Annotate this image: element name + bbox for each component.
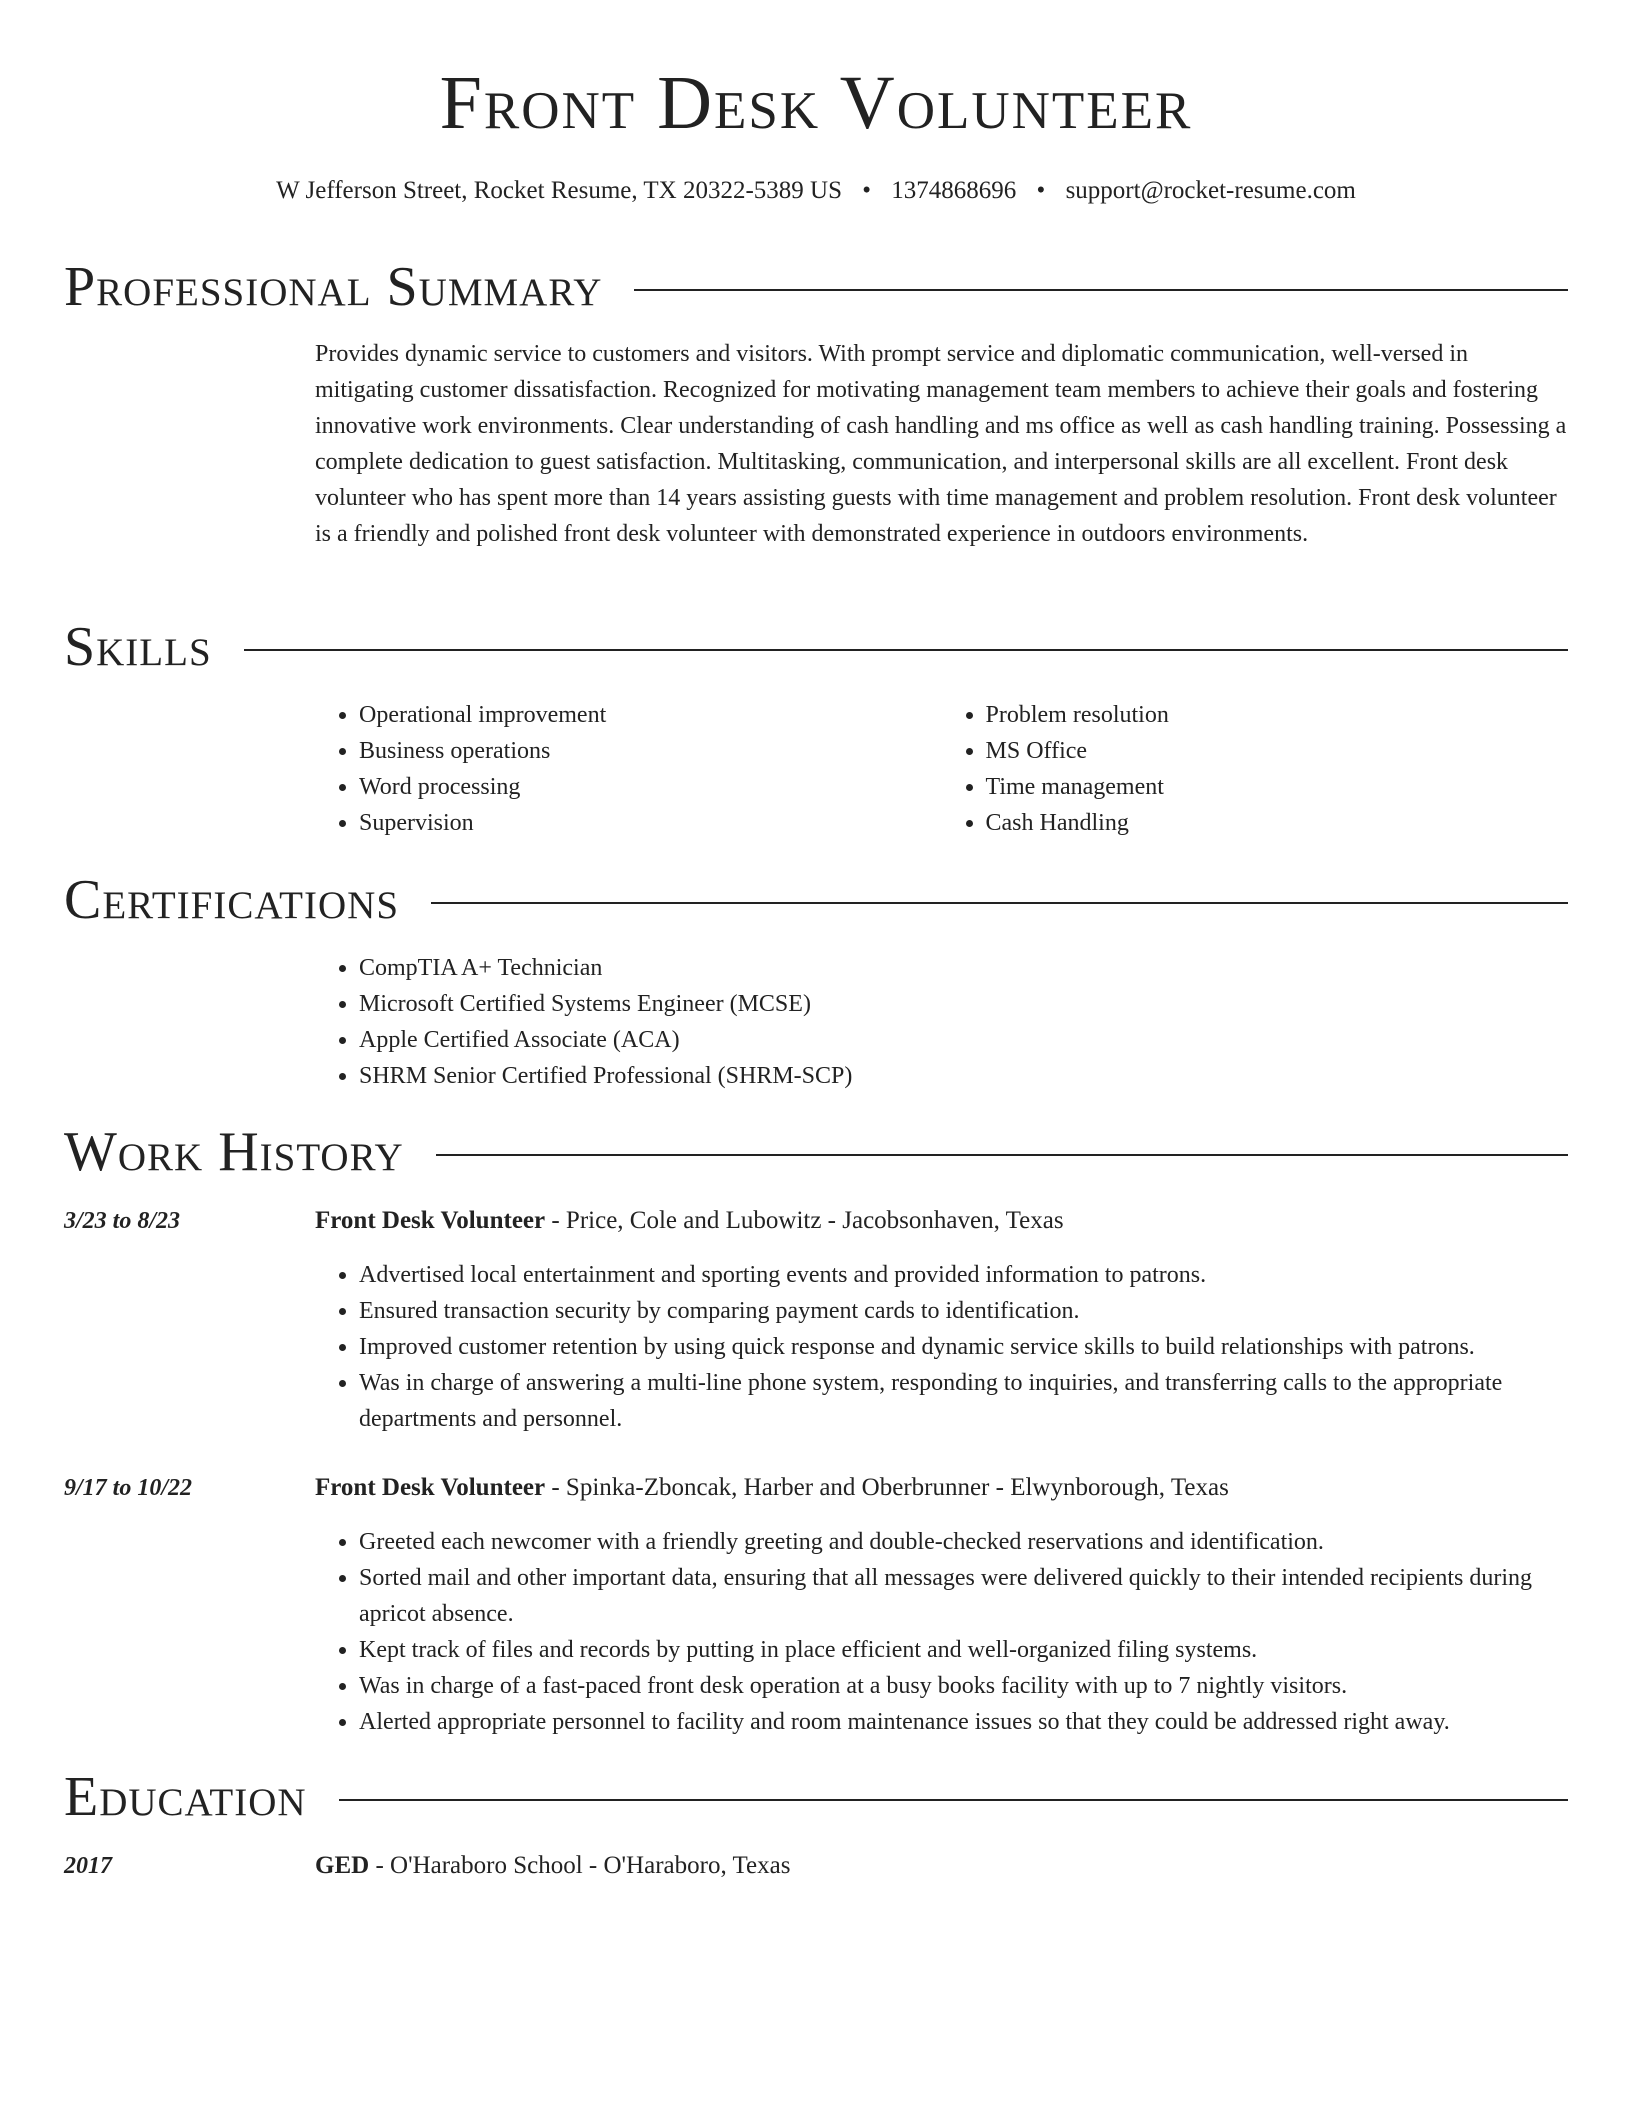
job-entry [315,1203,1568,1437]
skills-section-heading [64,615,1568,679]
certifications-section [315,950,1568,1094]
certification-item: • SHRM Senior Certified Professional (SHRM-SCP) [359,1058,1568,1094]
certifications-list [315,950,1568,1094]
section-title: Professional Summary [64,256,603,318]
summary-text: Provides dynamic service to customers and visitors. With prompt service and diplomatic communication, well-versed in mitigating customer dissatisfaction. Recognized for motivating management team members to achieve their goals and fostering innovative work environments. Clear understanding of cash handling and ms office as well as cash handling training. Possessing a complete dedication to guest satisfaction. Multitasking, communication, and interpersonal skills are all excellent. Front desk volunteer who has spent more than 14 years assisting guests with time management and problem resolution. Front desk volunteer is a friendly and polished front desk volunteer with demonstrated experience in outdoors environments. [315,341,1567,547]
education-degree: GED [315,1852,370,1879]
section-divider [244,649,1568,651]
job-employer: - Price, Cole and Lubowitz - Jacobsonhaven, Texas [545,1207,1064,1234]
summary-section [315,336,1568,552]
contact-email: support@rocket-resume.com [1065,177,1356,204]
job-duties-list [315,1257,1568,1437]
job-duty: • Was in charge of answering a multi-line phone system, responding to inquiries, and transferring calls to the appropriate departments and personnel. [359,1365,1568,1437]
job-duty: • Kept track of files and records by putting in place efficient and well-organized filing systems. [359,1632,1568,1668]
skill-item: • Time management [986,769,1569,805]
job-duty: • Ensured transaction security by comparing payment cards to identification. [359,1293,1568,1329]
education-year: 2017 [64,1853,112,1879]
skill-item: • Supervision [359,805,942,841]
certification-item: • Microsoft Certified Systems Engineer (MCSE) [359,986,1568,1022]
section-title: Work History [64,1121,404,1183]
skill-item: • Operational improvement [359,697,942,733]
section-divider [634,289,1568,291]
job-duty: • Advertised local entertainment and sporting events and provided information to patrons. [359,1257,1568,1293]
education-school: - O'Haraboro School - O'Haraboro, Texas [369,1852,791,1879]
job-dates: 9/17 to 10/22 [64,1475,193,1501]
skill-item: • Problem resolution [986,697,1569,733]
section-title: Education [64,1766,307,1828]
certification-item: • CompTIA A+ Technician [359,950,1568,986]
contact-separator: • [862,177,872,204]
summary-section-heading [64,255,1568,319]
job-duties-list [315,1524,1568,1740]
job-duty: • Was in charge of a fast-paced front desk operation at a busy books facility with up to 7 nightly visitors. [359,1668,1568,1704]
certifications-section-heading [64,868,1568,932]
section-title: Certifications [64,869,400,931]
job-heading [315,1203,1568,1239]
candidate-name: Front Desk Volunteer [439,61,1193,145]
job-duty: • Greeted each newcomer with a friendly greeting and double-checked reservations and identification. [359,1524,1568,1560]
contact-separator: • [1036,177,1046,204]
job-title: Front Desk Volunteer [315,1474,546,1501]
skills-list-left [315,697,942,841]
job-employer: - Spinka-Zboncak, Harber and Oberbrunner - Elwynborough, Texas [545,1474,1229,1501]
contact-line [0,174,1632,208]
job-duty: • Improved customer retention by using quick response and dynamic service skills to build relationships with patrons. [359,1329,1568,1365]
skills-grid [315,697,1568,841]
skill-item: • Cash Handling [986,805,1569,841]
job-duty: • Sorted mail and other important data, ensuring that all messages were delivered quickly to their intended recipients during apricot absence. [359,1560,1568,1632]
job-duty: • Alerted appropriate personnel to facility and room maintenance issues so that they could be addressed right away. [359,1704,1568,1740]
job-heading [315,1470,1568,1506]
job-entry [315,1470,1568,1740]
certification-item: • Apple Certified Associate (ACA) [359,1022,1568,1058]
skills-list-right [942,697,1569,841]
contact-address: W Jefferson Street, Rocket Resume, TX 20322-5389 US [276,177,843,204]
education-section-heading [64,1765,1568,1829]
skill-item: • Business operations [359,733,942,769]
contact-phone: 1374868696 [891,177,1017,204]
skills-section [315,697,1568,841]
work-section-heading [64,1120,1568,1184]
section-divider [431,902,1568,904]
section-title: Skills [64,616,212,678]
education-entry [315,1848,1568,1884]
section-divider [339,1799,1568,1801]
section-divider [436,1154,1568,1156]
skill-item: • MS Office [986,733,1569,769]
skill-item: • Word processing [359,769,942,805]
job-dates: 3/23 to 8/23 [64,1208,181,1234]
job-title: Front Desk Volunteer [315,1207,546,1234]
education-heading [315,1848,1568,1884]
